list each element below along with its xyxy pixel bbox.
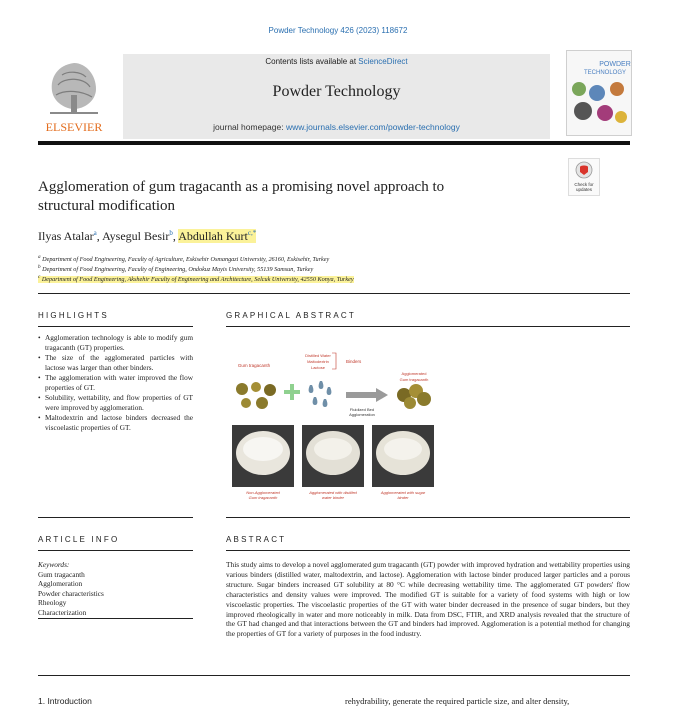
article-title [38,178,538,216]
check-badge-line-2: updates [575,187,593,192]
keyword-item: Rheology [38,598,67,607]
author-3[interactable]: Abdullah Kurt$^{c,*}$ [178,229,257,243]
contents-line [123,57,550,66]
cover-title-1: POWDER [599,61,631,68]
caption-2b: water binder [321,495,345,500]
highlights-list [38,333,193,433]
highlight-item: • Solubility, wettability, and flow properties of GT were improved by agglomeration. [38,393,193,412]
agglom-label-2: Gum tragacanth [399,377,429,382]
keyword-item: Powder characteristics [38,588,104,598]
process-label-1: Fluidized Bed [349,407,375,412]
binders-list-2: Maltodextrin [307,359,329,364]
highlight-item: • Agglomeration technology is able to modify gum tragacanth (GT) properties. [38,333,193,352]
agglom-label-1: Agglomerated [401,371,427,376]
homepage-link[interactable]: www.journals.elsevier.com/powder-technology [285,122,460,132]
highlight-item: • The agglomeration with water improved the flow properties of GT. [38,373,193,392]
caption-1a: Non-Agglomerated [246,490,280,495]
highlights-bottom-rule [38,517,193,518]
affiliation-b: $^b$ Department of Food Engineering, Faculty of Engineering, Ondokuz Mayis University, 55139 Samsun, Turkey [38,264,314,274]
author-1[interactable]: Ilyas Atalar$^a$ [38,229,97,243]
abstract-bottom-rule [38,675,630,676]
graphical-abstract-rule [226,326,630,327]
publisher-wordmark: ELSEVIER [45,120,103,134]
keyword-item: Agglomeration [38,579,83,588]
homepage-prefix: journal homepage: [213,122,284,132]
highlight-item: • Maltodextrin and lactose binders decreased the viscoelastic properties of GT. [38,413,193,432]
highlights-heading: HIGHLIGHTS [38,311,109,320]
journal-homepage [123,122,550,132]
introduction-heading: 1. Introduction [38,696,92,706]
keyword-item: Gum tragacanth [38,569,85,579]
affiliation-a: $^a$ Department of Food Engineering, Faculty of Agriculture, Eskisehir Osmangazi University, 26160, Eskisehir, Turkey [38,254,330,264]
caption-2a: Agglomerated with distilled [309,490,357,495]
keywords-block [38,560,104,617]
article-info-rule [38,550,193,551]
article-info-heading: ARTICLE INFO [38,535,120,544]
binders-label: Binders [346,359,362,364]
journal-cover [566,50,632,136]
journal-reference[interactable]: Powder Technology 426 (2023) 118672 [268,26,408,35]
journal-name: Powder Technology [272,83,401,100]
contents-prefix: Contents lists available at [265,57,357,66]
introduction-text-right: rehydrability, generate the required particle size, and alter density, [345,696,570,706]
sciencedirect-link[interactable]: ScienceDirect [358,57,408,66]
caption-3a: Agglomerated with sugar [380,490,426,495]
caption-3b: binder [397,495,409,500]
affiliation-c: $^c$ Department of Food Engineering, Akshehir Faculty of Engineering and Architecture, Selcuk University, 42550 Konya, Turkey [38,274,354,284]
section-rule-top [38,293,630,294]
binders-list-3: Lactose [310,365,326,370]
caption-1b: Gum tragacanth [248,495,278,500]
check-for-updates-badge[interactable] [568,158,600,196]
process-label-2: Agglomeration [349,412,375,417]
highlight-item: • The size of the agglomerated particles with lactose was larger than other binders. [38,353,193,372]
abstract-text: This study aims to develop a novel agglomerated gum tragacanth (GT) powder with improved hydration and wettability properties using various binders (distilled water, maltodextrin, and lactose). Agglomeration with lactose binder produced larger particles and a porous structure. Sugar binders increased GT solubility at 80 °C while decreasing wettability time. The agglomerated GT powders' flow characteristics and density values were improved. The modified GT is suitable for a variety of food systems with high or low viscoelastic properties. The viscoelastic properties of the GT with water binder decreased in the presence of sugar binders, but they improved rheologically in water and more noticeably in milk. Data from DSC, FTIR, and XRD analysis revealed that the structure of the GT had changed and that interactions between the GT and binders had improved. Agglomeration is a potential method for changing the properties of GT for a variety of purposes in the food industry. [226,560,630,639]
gum-label: Gum tragacanth [237,363,271,368]
binders-list-1: Distilled Water [305,353,331,358]
keyword-item: Characterization [38,607,87,617]
keywords-label: Keywords: [38,560,70,569]
graphical-abstract-bottom-rule [226,517,630,518]
abstract-rule [226,550,630,551]
article-info-bottom-rule [38,618,193,619]
author-list: Ilyas Atalar$^a$, Aysegul Besir$^b$, Abdullah Kurt$^{c,*}$ [38,229,257,243]
cover-title-2: TECHNOLOGY [583,70,627,76]
check-badge-line-1: Check for [574,182,594,187]
graphical-abstract-heading: GRAPHICAL ABSTRACT [226,311,356,320]
highlights-rule [38,326,193,327]
author-2[interactable]: Aysegul Besir$^b$ [102,229,173,243]
title-line-2: structural modification [38,198,176,214]
masthead-rule [38,141,630,145]
graphical-abstract-figure [228,345,438,505]
title-line-1: Agglomeration of gum tragacanth as a promising novel approach to [38,179,445,195]
abstract-heading: ABSTRACT [226,535,287,544]
elsevier-logo [38,55,110,135]
